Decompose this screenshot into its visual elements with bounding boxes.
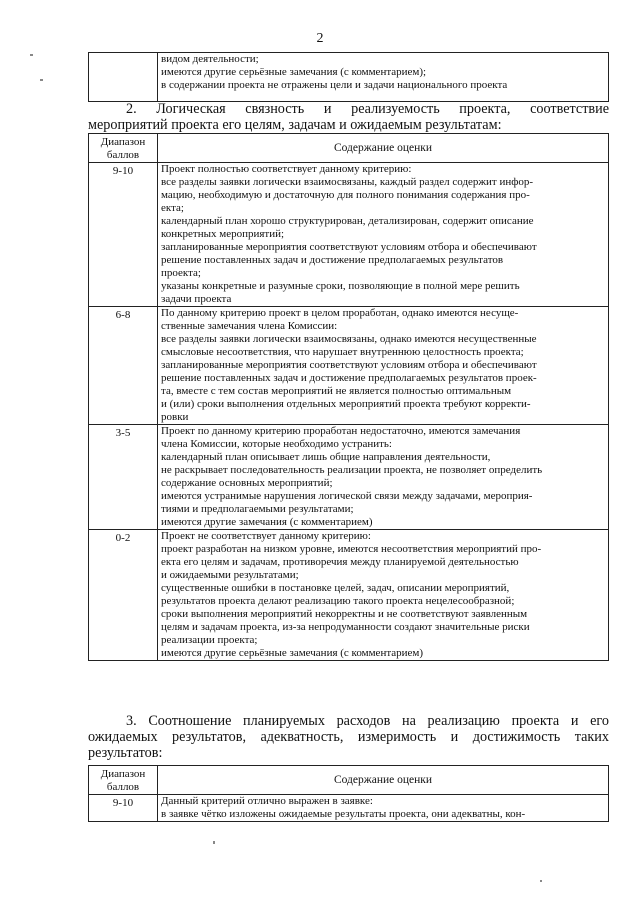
table-row: [89, 53, 609, 102]
page-number: 2: [316, 31, 324, 46]
text-line: решение поставленных задач и достижение предполагаемых результатов проек-: [161, 372, 537, 384]
text-line: и ожидаемыми результатами;: [161, 569, 299, 581]
table-header-row: [89, 134, 609, 163]
table-row: [89, 163, 609, 307]
text-line: Проект по данному критерию проработан недостаточно, имеются замечания: [161, 425, 521, 437]
text-line: проекта;: [161, 267, 201, 279]
table-3-container: [88, 765, 609, 822]
score-cell: 3-5: [89, 425, 158, 530]
table-row: [89, 425, 609, 530]
text-line: календарный план хорошо структурирован, детализирован, содержит описание: [161, 215, 534, 227]
score-cell: 9-10: [89, 163, 158, 307]
section-2-line-2: мероприятий проекта его целям, задачам и ожидаемым результатам:: [88, 117, 502, 133]
text-line: в содержании проекта не отражены цели и задачи национального проекта: [161, 79, 508, 91]
section-3-line-3: результатов:: [88, 745, 163, 761]
description-cell: [158, 530, 609, 661]
section-3-line-2: ожидаемых результатов, адекватность, измеримость и достижимость таких: [88, 729, 609, 745]
top-table-container: [88, 52, 609, 102]
table-header-row: [89, 766, 609, 795]
criteria-table-2: [88, 133, 609, 661]
text-line: ственные замечания члена Комиссии:: [161, 320, 338, 332]
scan-speck: [30, 54, 33, 56]
section-2-heading: [88, 101, 609, 133]
table-2-container: [88, 133, 609, 661]
text-line: не раскрывает последовательность реализации проекта, не позволяет определить: [161, 464, 543, 476]
criteria-table-3: [88, 765, 609, 822]
scan-speck: [40, 79, 43, 81]
text-line: члена Комиссии, которые необходимо устранить:: [161, 438, 392, 450]
text-line: запланированные мероприятия соответствуют условиям отбора и обеспечивают: [161, 241, 537, 253]
table-row: [89, 795, 609, 822]
text-line: Проект не соответствует данному критерию:: [161, 530, 371, 542]
score-cell: 9-10: [89, 795, 158, 822]
text-line: все разделы заявки логически взаимосвязаны, каждый раздел содержит инфор-: [161, 176, 534, 188]
text-line: имеются другие серьёзные замечания (с комментарием): [161, 647, 424, 659]
text-line: смысловые несоответствия, что нарушает внутреннюю целостность проекта;: [161, 346, 524, 358]
score-cell: 6-8: [89, 307, 158, 425]
text-line: все разделы заявки логически взаимосвязаны, однако имеются несущественные: [161, 333, 537, 345]
text-line: конкретных мероприятий;: [161, 228, 285, 240]
text-line: указаны конкретные и разумные сроки, позволяющие в полной мере решить: [161, 280, 520, 292]
text-line: Данный критерий отлично выражен в заявке:: [161, 795, 373, 807]
text-line: решение поставленных задач и достижение предполагаемых результатов: [161, 254, 504, 266]
score-cell: [89, 53, 158, 102]
scan-speck: [540, 880, 542, 882]
description-cell: [158, 425, 609, 530]
section-3-heading: [88, 713, 609, 761]
text-line: тиями и предполагаемыми результатами;: [161, 503, 354, 515]
text-line: Проект полностью соответствует данному критерию:: [161, 163, 412, 175]
scan-speck: [213, 841, 215, 844]
text-line: содержание основных мероприятий;: [161, 477, 333, 489]
text-line: календарный план описывает лишь общие направления деятельности,: [161, 451, 491, 463]
description-cell: [158, 307, 609, 425]
text-line: в заявке чётко изложены ожидаемые результаты проекта, они адекватны, кон-: [161, 808, 526, 820]
text-line: целям и задачам проекта, из-за непродуманности создают значительные риски: [161, 621, 530, 633]
text-line: имеются устранимые нарушения логической связи между задачами, мероприя-: [161, 490, 533, 502]
text-line: екта;: [161, 202, 184, 214]
table-row: [89, 307, 609, 425]
text-line: По данному критерию проект в целом проработан, однако имеются несуще-: [161, 307, 519, 319]
text-line: реализации проекта;: [161, 634, 258, 646]
header-description: Содержание оценки: [158, 766, 609, 795]
header-score: Диапазон баллов: [89, 766, 158, 795]
text-line: сроки выполнения мероприятий некорректны и не соответствуют заявленным: [161, 608, 528, 620]
text-line: и (или) сроки выполнения отдельных мероприятий проекта требуют корректи-: [161, 398, 531, 410]
text-line: запланированные мероприятия соответствуют условиям отбора и обеспечивают: [161, 359, 537, 371]
text-line: та, вместе с тем состав мероприятий не является полностью оптимальным: [161, 385, 512, 397]
section-3-line-1: 3. Соотношение планируемых расходов на реализацию проекта и его: [126, 713, 609, 729]
section-2-line-1: 2. Логическая связность и реализуемость проекта, соответствие: [126, 101, 609, 117]
text-line: проект разработан на низком уровне, имеются несоответствия мероприятий про-: [161, 543, 542, 555]
description-cell: [158, 163, 609, 307]
score-cell: 0-2: [89, 530, 158, 661]
text-line: задачи проекта: [161, 293, 232, 305]
description-cell: [158, 53, 609, 102]
header-description: Содержание оценки: [158, 134, 609, 163]
text-line: имеются другие замечания (с комментарием): [161, 516, 373, 528]
text-line: существенные ошибки в постановке целей, задач, описании мероприятий,: [161, 582, 510, 594]
text-line: видом деятельности;: [161, 53, 259, 65]
text-line: ровки: [161, 411, 189, 423]
top-table: [88, 52, 609, 102]
text-line: результатов проекта делают реализацию такого проекта нецелесообразной;: [161, 595, 515, 607]
table-row: [89, 530, 609, 661]
text-line: имеются другие серьёзные замечания (с комментарием);: [161, 66, 427, 78]
text-line: мацию, необходимую и достаточную для полного понимания содержания про-: [161, 189, 530, 201]
text-line: екта его целям и задачам, противоречия между планируемой деятельностью: [161, 556, 519, 568]
header-score: Диапазон баллов: [89, 134, 158, 163]
description-cell: [158, 795, 609, 822]
